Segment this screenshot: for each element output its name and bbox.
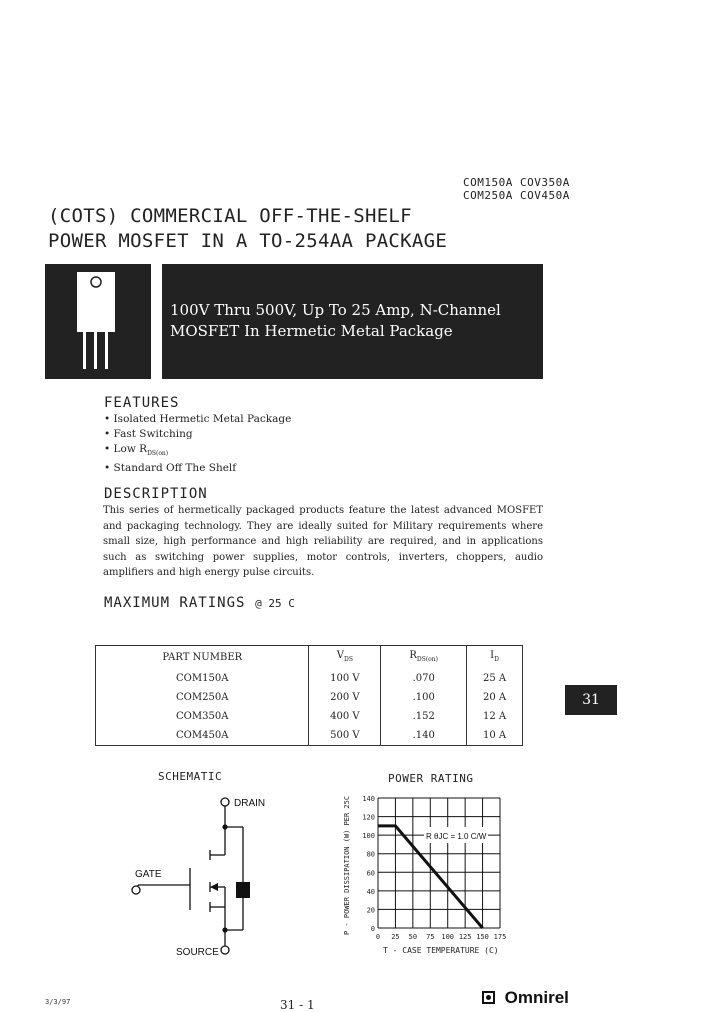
title-line-1: (COTS) COMMERCIAL OFF-THE-SHELF [48, 205, 412, 227]
table-row [96, 726, 523, 746]
feature-text: Low R [113, 443, 148, 455]
package-illustration [45, 264, 151, 379]
chart-xlabel: T - CASE TEMPERATURE (C) [383, 946, 499, 955]
cell-id: 25 A [467, 669, 523, 688]
column-header-id: $I_D$ [467, 646, 523, 670]
part-number-list [463, 176, 570, 202]
y-tick-label: 60 [366, 869, 375, 878]
y-tick-label: 80 [366, 850, 375, 859]
y-tick-label: 20 [366, 906, 375, 915]
cell-id: 20 A [467, 688, 523, 707]
ratings-condition: @ 25 C [255, 597, 295, 610]
rthjc-annotation: R θJC = 1.0 C/W [426, 832, 487, 841]
cell-part: COM350A [176, 711, 229, 722]
to254-package-icon [45, 264, 151, 379]
feature-text: Standard Off The Shelf [113, 462, 237, 475]
cell-id: 10 A [467, 726, 523, 746]
x-tick-label: 50 [408, 933, 418, 941]
chart-ylabel: P - POWER DISSIPATION (W) PER 25C [343, 795, 351, 935]
column-header-part: PART NUMBER [162, 652, 243, 663]
y-tick-label: 120 [362, 813, 375, 822]
drain-label: DRAIN [234, 798, 266, 809]
ratings-heading: MAXIMUM RATINGS [104, 595, 246, 611]
x-tick-label: 125 [458, 933, 472, 941]
schematic-title: SCHEMATIC [158, 770, 223, 783]
features-list [104, 412, 291, 476]
cell-part: COM150A [176, 673, 229, 684]
feature-item: • Isolated Hermetic Metal Package [104, 413, 292, 425]
x-tick-label: 75 [426, 933, 435, 941]
chart-grid [378, 798, 500, 928]
cell-vds: 100 V [309, 669, 381, 688]
banner-text [170, 300, 501, 342]
cell-vds: 200 V [309, 688, 381, 707]
cell-rds: .152 [381, 707, 467, 726]
y-tick-label: 140 [362, 795, 375, 803]
x-tick-label: 175 [493, 933, 507, 941]
source-label: SOURCE [176, 947, 219, 958]
column-header-vds: $V_{DS}$ [309, 646, 381, 670]
document-title [48, 204, 447, 254]
table-row [96, 669, 523, 688]
part-number-line: COM150A COV350A [463, 176, 570, 189]
feature-item: • Standard Off The Shelf [104, 462, 237, 475]
description-heading: DESCRIPTION [104, 486, 208, 502]
banner-line-1: 100V Thru 500V, Up To 25 Amp, N-Channel [170, 301, 501, 319]
cell-vds: 500 V [309, 726, 381, 746]
power-rating-chart [330, 785, 530, 960]
feature-item: • Fast Switching [104, 428, 193, 440]
ratings-heading-group [104, 592, 295, 611]
section-tab: 31 [565, 685, 617, 715]
omnirel-logo-icon [482, 991, 495, 1004]
cell-part: COM450A [176, 730, 229, 741]
cell-rds: .070 [381, 669, 467, 688]
rds-subscript: DS(on) [147, 450, 169, 458]
y-tick-label: 0 [370, 925, 375, 933]
x-tick-label: 0 [375, 933, 381, 941]
x-tick-label: 150 [476, 933, 489, 941]
x-tick-label: 100 [441, 933, 455, 941]
part-number-line: COM250A COV450A [463, 189, 570, 202]
table-row [96, 688, 523, 707]
table-header-row [96, 646, 523, 670]
feature-item: • Low $R_{DS(on)}$ [104, 443, 169, 458]
cell-vds: 400 V [309, 707, 381, 726]
table-row [96, 707, 523, 726]
y-tick-label: 100 [362, 832, 375, 841]
cell-part: COM250A [176, 692, 229, 703]
gate-label: GATE [135, 869, 162, 880]
brand-name: Omnirel [504, 988, 569, 1007]
features-heading: FEATURES [104, 395, 180, 411]
column-header-rds: $R_{DS(on)}$ [381, 646, 467, 670]
cell-rds: .100 [381, 688, 467, 707]
footer-date: 3/3/97 [45, 998, 71, 1006]
feature-text: Fast Switching [113, 428, 193, 440]
y-tick-label: 40 [366, 887, 375, 896]
cell-id: 12 A [467, 707, 523, 726]
cell-rds: .140 [381, 726, 467, 746]
ratings-table [95, 645, 523, 746]
feature-text: Isolated Hermetic Metal Package [113, 413, 292, 425]
title-line-2: POWER MOSFET IN A TO-254AA PACKAGE [48, 230, 448, 252]
description-text: This series of hermetically packaged products feature the latest advanced MOSFET and packaging technology. They are ideally suited for Military requirements where small size, high performance and high reliability are required, and in applications such as switching power supplies, motor controls, inverters, choppers, audio amplifiers and high energy pulse circuits. [103, 505, 543, 578]
footer-page: 31 - 1 [280, 998, 315, 1012]
x-tick-label: 25 [391, 933, 400, 941]
chart-title: POWER RATING [388, 772, 474, 785]
banner-line-2: MOSFET In Hermetic Metal Package [170, 322, 453, 340]
brand-logo [482, 988, 569, 1008]
